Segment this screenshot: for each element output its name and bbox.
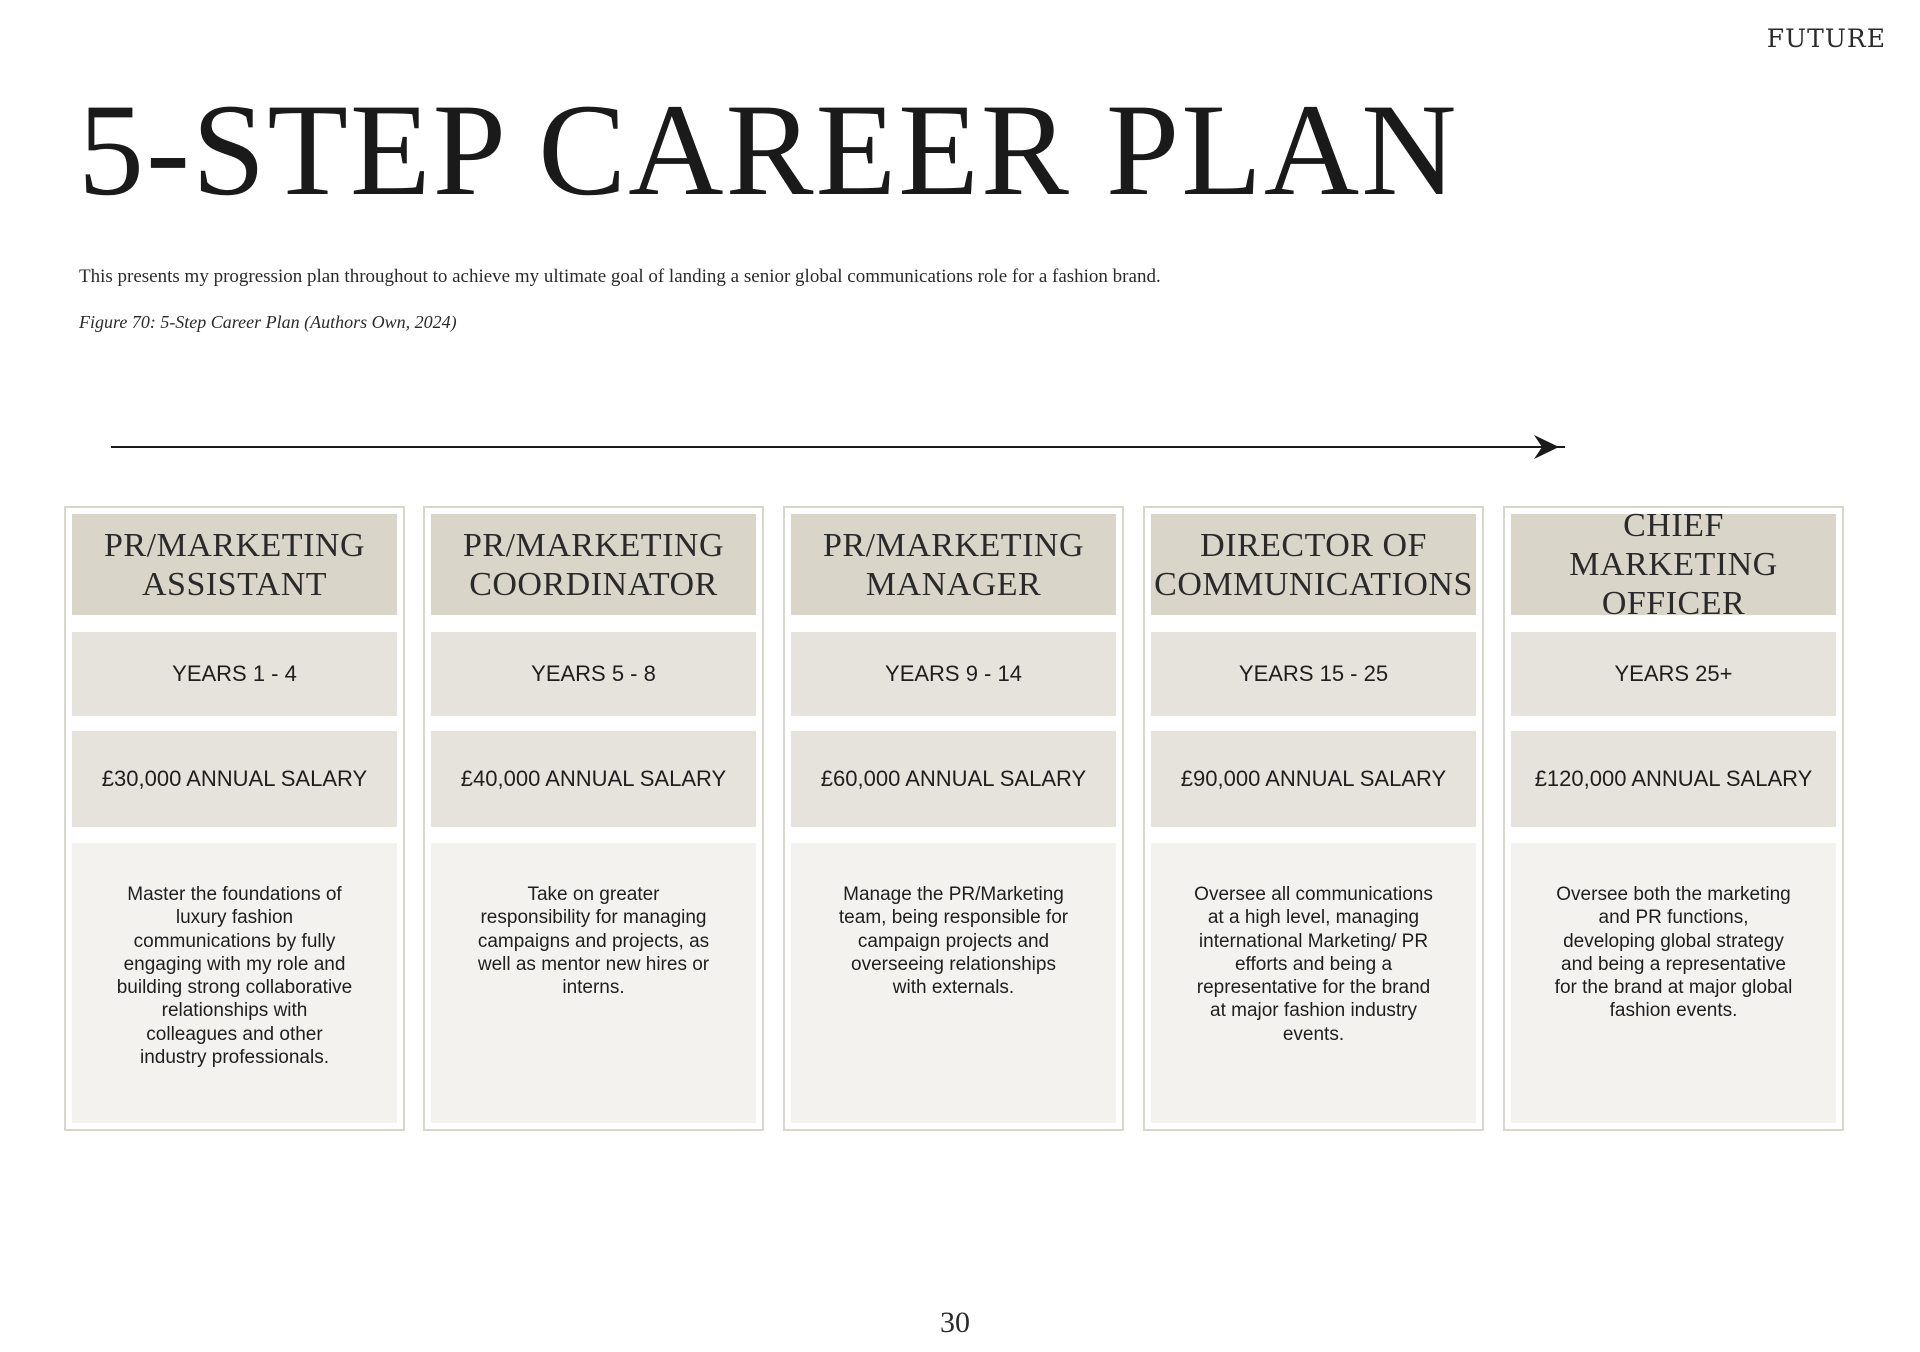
step-salary: £30,000 ANNUAL SALARY bbox=[72, 731, 397, 827]
step-column-3 bbox=[783, 506, 1124, 1131]
step-role: DIRECTOR OF COMMUNICATIONS bbox=[1151, 514, 1476, 615]
step-role: CHIEF MARKETING OFFICER bbox=[1511, 514, 1836, 615]
step-column-2 bbox=[423, 506, 764, 1131]
step-years: YEARS 9 - 14 bbox=[791, 632, 1116, 716]
step-description: Master the foundations of luxury fashion communications by fully engaging with my role and building strong collaborative relationships with colleagues and other industry professionals. bbox=[72, 843, 397, 1123]
step-column-4 bbox=[1143, 506, 1484, 1131]
step-years: YEARS 25+ bbox=[1511, 632, 1836, 716]
intro-text: This presents my progression plan throughout to achieve my ultimate goal of landing a senior global communications role for a fashion brand. bbox=[79, 266, 1161, 287]
step-description: Oversee both the marketing and PR functions, developing global strategy and being a representative for the brand at major global fashion events. bbox=[1511, 843, 1836, 1123]
step-salary: £40,000 ANNUAL SALARY bbox=[431, 731, 756, 827]
step-column-1 bbox=[64, 506, 405, 1131]
step-role: PR/MARKETING COORDINATOR bbox=[431, 514, 756, 615]
step-years: YEARS 5 - 8 bbox=[431, 632, 756, 716]
step-salary: £90,000 ANNUAL SALARY bbox=[1151, 731, 1476, 827]
step-description: Oversee all communications at a high level, managing international Marketing/ PR efforts and being a representative for the brand at major fashion industry events. bbox=[1151, 843, 1476, 1123]
timeline-arrow bbox=[110, 432, 1590, 462]
page-number: 30 bbox=[940, 1306, 970, 1339]
career-steps bbox=[64, 506, 1845, 1131]
page-title: 5-STEP CAREER PLAN bbox=[78, 76, 1459, 223]
figure-caption: Figure 70: 5-Step Career Plan (Authors Own, 2024) bbox=[79, 312, 457, 332]
section-label: FUTURE bbox=[1766, 24, 1886, 53]
step-column-5 bbox=[1503, 506, 1844, 1131]
step-salary: £120,000 ANNUAL SALARY bbox=[1511, 731, 1836, 827]
step-role: PR/MARKETING ASSISTANT bbox=[72, 514, 397, 615]
step-years: YEARS 15 - 25 bbox=[1151, 632, 1476, 716]
step-description: Manage the PR/Marketing team, being responsible for campaign projects and overseeing relationships with externals. bbox=[791, 843, 1116, 1123]
step-role: PR/MARKETING MANAGER bbox=[791, 514, 1116, 615]
step-years: YEARS 1 - 4 bbox=[72, 632, 397, 716]
step-salary: £60,000 ANNUAL SALARY bbox=[791, 731, 1116, 827]
step-description: Take on greater responsibility for managing campaigns and projects, as well as mentor new hires or interns. bbox=[431, 843, 756, 1123]
